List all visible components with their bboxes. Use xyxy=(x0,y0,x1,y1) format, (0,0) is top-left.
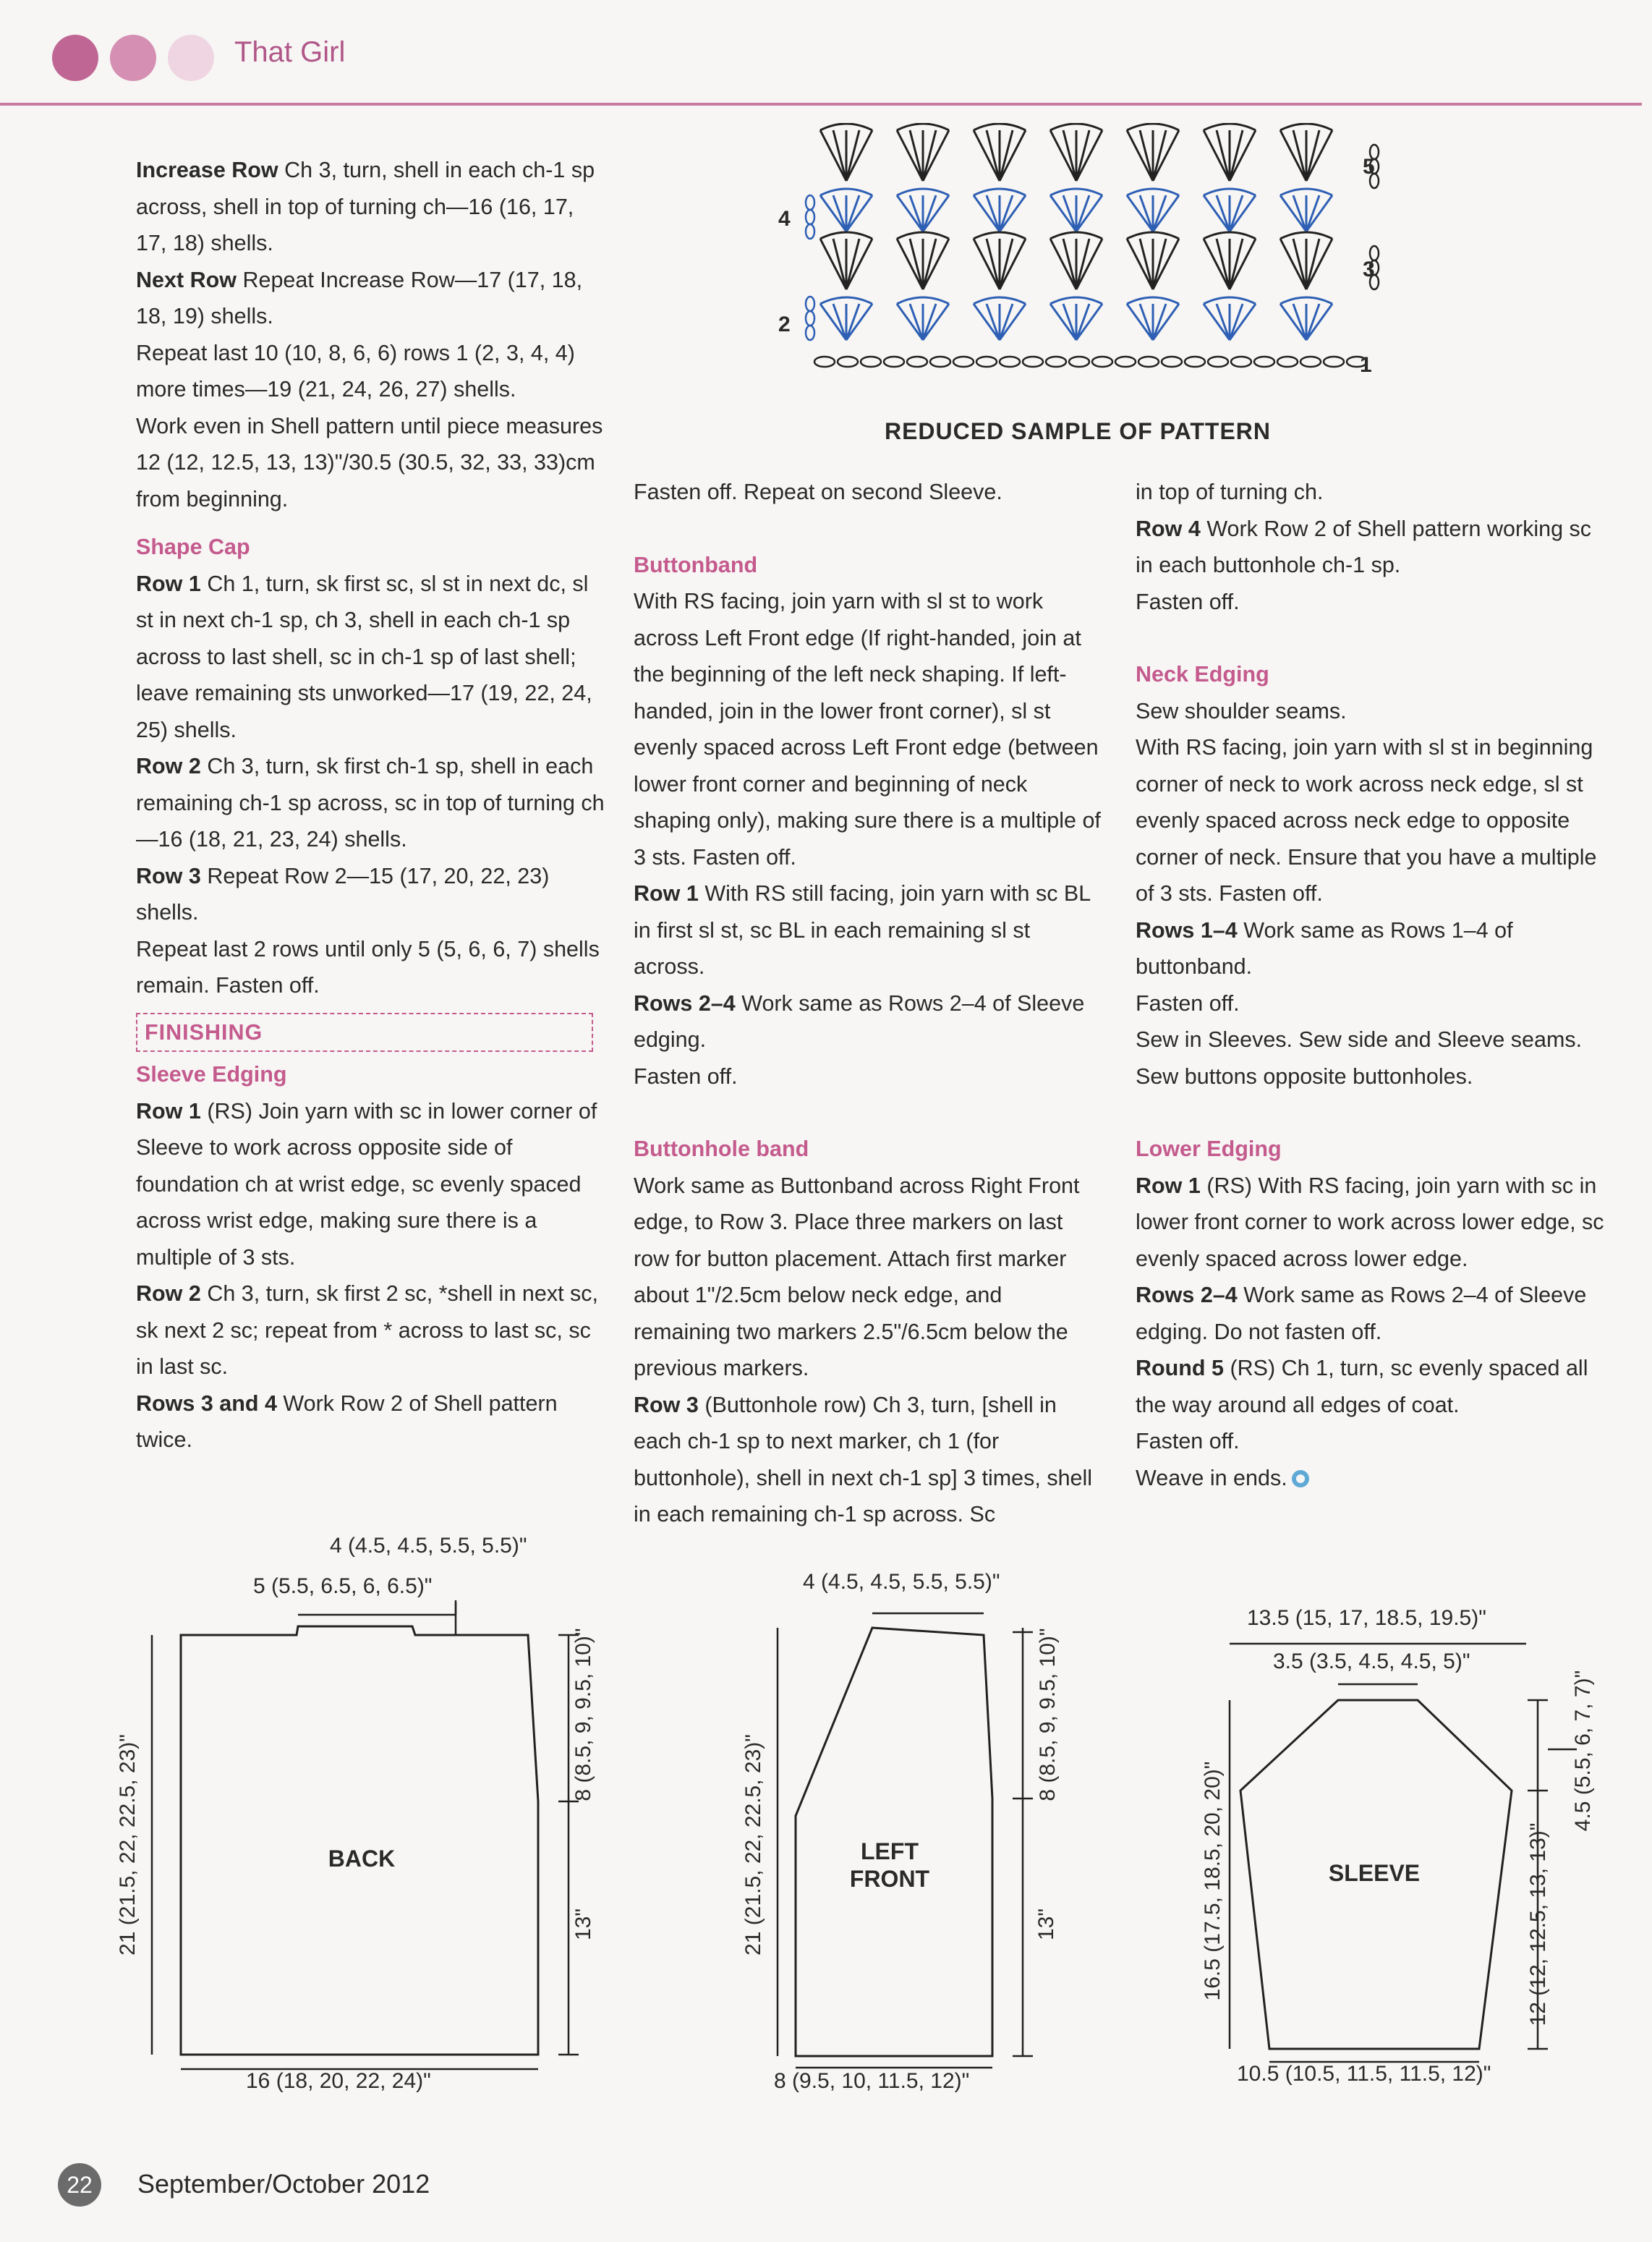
shell-arc xyxy=(1280,232,1332,239)
shell-stitch xyxy=(1063,130,1076,181)
shell-stitch xyxy=(1076,195,1089,232)
chain-stitch xyxy=(930,357,950,367)
shell-arc xyxy=(974,232,1026,239)
paragraph xyxy=(1136,1350,1613,1423)
paragraph xyxy=(634,875,1104,985)
chain-stitch xyxy=(1092,357,1112,367)
shell-stitch xyxy=(1293,195,1306,232)
shell-stitch xyxy=(1076,304,1102,340)
shell-arc xyxy=(1204,189,1256,195)
shell-stitch xyxy=(1153,239,1166,289)
shell-stitch xyxy=(1153,239,1179,289)
chain-stitch xyxy=(907,357,927,367)
shell-stitch xyxy=(1204,239,1230,289)
dot-light xyxy=(168,35,214,81)
back-neck-dim: 5 (5.5, 6.5, 6, 6.5)" xyxy=(253,1574,433,1598)
shell-arc xyxy=(974,189,1026,195)
row-label: Rows 2–4 xyxy=(634,990,736,1016)
shell-arc xyxy=(1280,124,1332,130)
row-text: Weave in ends. xyxy=(1136,1465,1287,1490)
chain-stitch xyxy=(1254,357,1274,367)
chain-stitch xyxy=(1185,357,1205,367)
sleeve-length-dim: 12 (12, 12.5, 13, 13)" xyxy=(1526,1822,1550,2026)
paragraph: Sew shoulder seams. xyxy=(1136,698,1347,723)
paragraph xyxy=(634,1387,1104,1533)
turning-chain xyxy=(806,195,814,210)
row-text: Repeat Row 2—15 (17, 20, 22, 23) shells. xyxy=(136,863,550,925)
shell-stitch xyxy=(1000,304,1026,340)
shell-arc xyxy=(1050,124,1102,130)
row-number-5: 5 xyxy=(1363,155,1375,179)
turning-chain xyxy=(806,311,814,326)
paragraph xyxy=(1136,1277,1613,1350)
shell-stitch xyxy=(846,304,872,340)
shell-stitch xyxy=(923,239,949,289)
row-text: Work same as Rows 2–4 of Sleeve edging. xyxy=(634,990,1085,1052)
shell-arc xyxy=(1204,124,1256,130)
row-label: Increase Row xyxy=(136,158,278,182)
row-text: Work Row 2 of Shell pattern twice. xyxy=(136,1390,558,1452)
back-width-dim: 16 (18, 20, 22, 24)" xyxy=(246,2069,431,2093)
shell-stitch xyxy=(1306,195,1319,232)
paragraph: Fasten off. xyxy=(634,1063,738,1089)
chain-stitch xyxy=(1277,357,1298,367)
front-armhole-dim: 8 (8.5, 9, 9.5, 10)" xyxy=(1036,1628,1060,1801)
row-label: Row 1 xyxy=(1136,1173,1201,1198)
paragraph xyxy=(136,566,606,749)
back-label: BACK xyxy=(328,1846,396,1872)
back-side-dim: 13" xyxy=(571,1908,595,1941)
shell-stitch xyxy=(1050,130,1076,181)
row-label: Row 1 xyxy=(136,1098,201,1124)
shell-stitch xyxy=(1000,304,1013,340)
label-line: LEFT xyxy=(861,1838,919,1864)
row-text: (RS) With RS facing, join yarn with sc in lower front corner to work across lower edge, sc evenly spaced across lower edge. xyxy=(1136,1173,1604,1271)
shell-stitch xyxy=(1230,239,1256,289)
shell-stitch xyxy=(1140,195,1153,232)
shell-arc xyxy=(1280,189,1332,195)
paragraph xyxy=(1136,1168,1613,1278)
shell-stitch xyxy=(1127,130,1153,181)
chain-stitch xyxy=(1069,357,1089,367)
paragraph xyxy=(136,748,606,858)
dot-medium xyxy=(110,35,156,81)
lower-edging-heading: Lower Edging xyxy=(1136,1137,1282,1161)
row-label: Row 1 xyxy=(634,881,699,906)
section-title: That Girl xyxy=(234,36,346,68)
shell-stitch xyxy=(846,239,872,289)
shell-stitch xyxy=(897,130,923,181)
paragraph xyxy=(634,985,1104,1058)
paragraph xyxy=(136,1275,606,1385)
chain-stitch xyxy=(861,357,881,367)
shell-arc xyxy=(897,297,949,304)
stitch-chart-svg xyxy=(781,123,1432,412)
turning-chain xyxy=(806,210,814,224)
spacer xyxy=(634,1095,1104,1131)
header-rule xyxy=(0,103,1642,106)
paragraph: Repeat last 2 rows until only 5 (5, 6, 6, 7) shells remain. Fasten off. xyxy=(136,936,600,998)
shell-stitch xyxy=(897,195,923,232)
shell-stitch xyxy=(820,195,846,232)
paragraph: Repeat last 10 (10, 8, 6, 6) rows 1 (2, 3, 4, 4) more times—19 (21, 24, 26, 27) shells. xyxy=(136,340,575,402)
sleeve-upper-width-dim: 13.5 (15, 17, 18.5, 19.5)" xyxy=(1247,1606,1486,1630)
chain-stitch xyxy=(953,357,974,367)
chain-stitch xyxy=(1115,357,1136,367)
shell-stitch xyxy=(1076,239,1089,289)
shell-arc xyxy=(897,124,949,130)
shell-stitch xyxy=(1050,195,1076,232)
shell-stitch xyxy=(1140,304,1153,340)
paragraph xyxy=(136,262,606,335)
shell-stitch xyxy=(987,195,1000,232)
buttonhole-heading: Buttonhole band xyxy=(634,1137,809,1161)
shell-arc xyxy=(1127,124,1179,130)
paragraph: Fasten off. xyxy=(1136,1429,1240,1453)
shell-arc xyxy=(974,124,1026,130)
shell-stitch xyxy=(923,195,936,232)
shell-stitch xyxy=(1127,195,1153,232)
shell-stitch xyxy=(1230,239,1243,289)
chain-stitch xyxy=(1000,357,1020,367)
shell-stitch xyxy=(820,130,846,181)
shell-stitch xyxy=(1306,195,1332,232)
shell-arc xyxy=(1127,232,1179,239)
row-label: Row 1 xyxy=(136,571,201,596)
chain-stitch xyxy=(1324,357,1344,367)
turning-chain xyxy=(806,297,814,311)
shell-stitch xyxy=(1230,195,1256,232)
row-text: Ch 1, turn, sk first sc, sl st in next dc, sl st in next ch-1 sp, ch 3, shell in each ch-1 sp across to last shell, sc in ch-1 sp of last shell; leave remaining sts unworked—17 (19, 22, 24, 25) shells. xyxy=(136,571,592,742)
row-label: Rows 2–4 xyxy=(1136,1283,1238,1307)
shell-stitch xyxy=(1217,239,1230,289)
paragraph xyxy=(136,1093,606,1276)
chain-stitch xyxy=(1138,357,1159,367)
stitch-chart xyxy=(778,123,1432,456)
row-label: Row 2 xyxy=(136,1281,201,1306)
back-length-dim: 21 (21.5, 22, 22.5, 23)" xyxy=(116,1734,140,1956)
shell-stitch xyxy=(910,130,923,181)
chain-stitch xyxy=(884,357,904,367)
shell-stitch xyxy=(1140,239,1153,289)
chain-stitch xyxy=(1208,357,1228,367)
shell-stitch xyxy=(1306,130,1319,181)
chain-stitch xyxy=(1023,357,1043,367)
shell-stitch xyxy=(846,130,859,181)
paragraph: Fasten off. xyxy=(1136,990,1240,1016)
shell-stitch xyxy=(846,304,859,340)
chart-caption: REDUCED SAMPLE OF PATTERN xyxy=(884,418,1272,444)
shell-stitch xyxy=(846,195,859,232)
shell-stitch xyxy=(1127,304,1153,340)
row-number-1: 1 xyxy=(1360,353,1372,377)
shell-stitch xyxy=(923,195,949,232)
shell-stitch xyxy=(1000,195,1013,232)
row-text: Ch 3, turn, sk first ch-1 sp, shell in each remaining ch-1 sp across, sc in top of turning ch—16 (18, 21, 23, 24) shells. xyxy=(136,754,605,852)
shell-stitch xyxy=(1153,130,1179,181)
row-label: Row 2 xyxy=(136,754,201,778)
column-1 xyxy=(136,152,606,1458)
row-text: Work same as Rows 2–4 of Sleeve edging. Do not fasten off. xyxy=(1136,1283,1587,1344)
sleeve-label: SLEEVE xyxy=(1328,1860,1421,1886)
page-header xyxy=(0,0,1652,109)
front-shoulder-dim: 4 (4.5, 4.5, 5.5, 5.5)" xyxy=(803,1570,1000,1594)
shell-stitch xyxy=(1076,304,1089,340)
shell-stitch xyxy=(1217,130,1230,181)
dot-dark xyxy=(52,35,98,81)
shell-stitch xyxy=(1153,304,1166,340)
shell-stitch xyxy=(1153,304,1179,340)
shell-arc xyxy=(974,297,1026,304)
turning-chain xyxy=(806,326,814,340)
issue-date: September/October 2012 xyxy=(137,2169,430,2199)
column-2 xyxy=(634,474,1104,1533)
shell-stitch xyxy=(1280,239,1306,289)
shell-arc xyxy=(897,189,949,195)
paragraph xyxy=(1136,912,1613,985)
paragraph xyxy=(1136,1460,1613,1497)
paragraph: Fasten off. Repeat on second Sleeve. xyxy=(634,480,1002,504)
shell-arc xyxy=(820,189,872,195)
shell-stitch xyxy=(1280,195,1306,232)
shell-stitch xyxy=(1076,195,1102,232)
spacer xyxy=(1136,620,1613,656)
shell-stitch xyxy=(1000,239,1026,289)
row-text: (RS) Join yarn with sc in lower corner of Sleeve to work across opposite side of foundation ch at wrist edge, sc evenly spaced across wrist edge, making sure there is a multiple of 3 sts. xyxy=(136,1098,597,1270)
shell-stitch xyxy=(1306,304,1332,340)
shell-stitch xyxy=(833,130,846,181)
shell-arc xyxy=(820,297,872,304)
shell-stitch xyxy=(1063,304,1076,340)
shell-arc xyxy=(1050,297,1102,304)
shell-stitch xyxy=(820,304,846,340)
shell-stitch xyxy=(1230,130,1256,181)
turning-chain xyxy=(806,224,814,239)
shell-stitch xyxy=(974,239,1000,289)
shell-stitch xyxy=(1050,304,1076,340)
buttonband-heading: Buttonband xyxy=(634,552,758,577)
page-number: 22 xyxy=(58,2163,101,2207)
shell-stitch xyxy=(1127,239,1153,289)
shell-stitch xyxy=(987,130,1000,181)
front-side-dim: 13" xyxy=(1034,1908,1058,1941)
shell-stitch xyxy=(1204,304,1230,340)
shell-stitch xyxy=(974,130,1000,181)
chain-stitch xyxy=(1046,357,1066,367)
row-number-4: 4 xyxy=(778,207,791,231)
shell-arc xyxy=(820,232,872,239)
back-armhole-dim: 8 (8.5, 9, 9.5, 10)" xyxy=(571,1628,595,1801)
shell-stitch xyxy=(897,304,923,340)
shell-stitch xyxy=(1076,239,1102,289)
shell-stitch xyxy=(1230,130,1243,181)
row-text: (Buttonhole row) Ch 3, turn, [shell in each ch-1 sp to next marker, ch 1 (for buttonhole), shell in next ch-1 sp] 3 times, shell in each remaining ch-1 sp across. Sc xyxy=(634,1392,1093,1526)
shell-stitch xyxy=(1063,195,1076,232)
shell-stitch xyxy=(1306,304,1319,340)
shell-stitch xyxy=(1076,130,1102,181)
shell-stitch xyxy=(1293,239,1306,289)
chain-stitch xyxy=(1300,357,1321,367)
paragraph xyxy=(136,152,606,262)
shell-stitch xyxy=(1230,195,1243,232)
shell-arc xyxy=(1127,297,1179,304)
paragraph xyxy=(136,858,606,931)
sleeve-cap-top-dim: 3.5 (3.5, 4.5, 4.5, 5)" xyxy=(1273,1649,1470,1673)
shell-stitch xyxy=(846,195,872,232)
shell-arc xyxy=(1204,232,1256,239)
shell-stitch xyxy=(1063,239,1076,289)
paragraph xyxy=(136,1385,606,1458)
shell-stitch xyxy=(1204,130,1230,181)
row-number-2: 2 xyxy=(778,313,791,336)
front-width-dim: 8 (9.5, 10, 11.5, 12)" xyxy=(774,2069,970,2093)
shell-stitch xyxy=(1153,195,1179,232)
back-shoulder-dim: 4 (4.5, 4.5, 5.5, 5.5)" xyxy=(330,1534,527,1558)
chain-stitch xyxy=(814,357,835,367)
sleeve-schematic-svg xyxy=(1186,1599,1620,2105)
front-length-dim: 21 (21.5, 22, 22.5, 23)" xyxy=(741,1734,765,1956)
shell-arc xyxy=(1050,189,1102,195)
shell-stitch xyxy=(1204,195,1230,232)
shell-stitch xyxy=(1000,239,1013,289)
chain-stitch xyxy=(976,357,997,367)
row-text: Work same as Rows 1–4 of buttonband. xyxy=(1136,917,1513,979)
shell-arc xyxy=(897,232,949,239)
label-line: FRONT xyxy=(849,1866,930,1892)
row-label: Rows 1–4 xyxy=(1136,917,1238,943)
shell-stitch xyxy=(910,239,923,289)
sleeve-total-length-dim: 16.5 (17.5, 18.5, 20, 20)" xyxy=(1201,1761,1225,2001)
shell-stitch xyxy=(1000,130,1013,181)
shell-stitch xyxy=(820,239,846,289)
row-text: Ch 3, turn, shell in each ch-1 sp across, shell in top of turning ch—16 (16, 17, 17, 18) shells. xyxy=(136,158,595,255)
shell-stitch xyxy=(910,304,923,340)
chain-stitch xyxy=(1162,357,1182,367)
paragraph: Sew buttons opposite buttonholes. xyxy=(1136,1063,1473,1089)
shell-stitch xyxy=(833,239,846,289)
shell-stitch xyxy=(974,195,1000,232)
shell-stitch xyxy=(1140,130,1153,181)
neck-edging-heading: Neck Edging xyxy=(1136,662,1269,687)
paragraph: Sew in Sleeves. Sew side and Sleeve seams. xyxy=(1136,1027,1583,1052)
paragraph: With RS facing, join yarn with sl st to work across Left Front edge (If right-handed, join at the beginning of the left neck shaping. If left-handed, join in the lower front corner), sl st evenly spaced across Left Front edge (between lower front corner and beginning of neck shaping only), making sure there is a multiple of 3 sts. Fasten off. xyxy=(634,589,1101,870)
shell-stitch xyxy=(1293,130,1306,181)
shell-stitch xyxy=(846,239,859,289)
sleeve-wrist-dim: 10.5 (10.5, 11.5, 11.5, 12)" xyxy=(1237,2062,1491,2086)
sleeve-cap-height-dim: 4.5 (5.5, 6, 7, 7)" xyxy=(1571,1670,1595,1832)
shape-cap-heading: Shape Cap xyxy=(136,535,250,559)
row-label: Row 3 xyxy=(634,1392,699,1417)
sleeve-edging-heading: Sleeve Edging xyxy=(136,1062,287,1087)
shell-stitch xyxy=(923,239,936,289)
row-text: Ch 3, turn, sk first 2 sc, *shell in next sc, sk next 2 sc; repeat from * across to last sc, sc in last sc. xyxy=(136,1281,599,1379)
shell-stitch xyxy=(897,239,923,289)
shell-stitch xyxy=(1050,239,1076,289)
row-label: Next Row xyxy=(136,267,237,292)
chain-stitch xyxy=(838,357,858,367)
shell-stitch xyxy=(987,239,1000,289)
row-text: (RS) Ch 1, turn, sc evenly spaced all the way around all edges of coat. xyxy=(1136,1356,1588,1417)
row-label: Row 4 xyxy=(1136,516,1201,541)
shell-stitch xyxy=(1280,130,1306,181)
shell-stitch xyxy=(1293,304,1306,340)
shell-arc xyxy=(820,124,872,130)
paragraph: Work same as Buttonband across Right Front edge, to Row 3. Place three markers on last row for button placement. Attach first marker about 1"/2.5cm below neck edge, and remaining two markers 2.5"/6.5cm below the previous markers. xyxy=(634,1173,1080,1380)
shell-stitch xyxy=(1000,130,1026,181)
shell-stitch xyxy=(923,304,936,340)
shell-stitch xyxy=(833,304,846,340)
shell-stitch xyxy=(974,304,1000,340)
shell-stitch xyxy=(1217,195,1230,232)
paragraph: in top of turning ch. xyxy=(1136,480,1324,504)
shell-arc xyxy=(1204,297,1256,304)
shell-stitch xyxy=(1000,195,1026,232)
row-text: Repeat Increase Row—17 (17, 18, 18, 19) shells. xyxy=(136,267,583,328)
shell-stitch xyxy=(1306,239,1319,289)
left-front-label xyxy=(817,1838,962,1893)
row-number-3: 3 xyxy=(1363,258,1375,281)
shell-stitch xyxy=(1306,130,1332,181)
end-mark-icon xyxy=(1292,1470,1309,1487)
spacer xyxy=(1136,1095,1613,1131)
shell-stitch xyxy=(923,130,949,181)
shell-stitch xyxy=(1230,304,1243,340)
shell-stitch xyxy=(1217,304,1230,340)
back-schematic-svg xyxy=(137,1534,586,2105)
back-schematic xyxy=(116,1534,595,2105)
shell-arc xyxy=(1127,189,1179,195)
spacer xyxy=(634,511,1104,547)
shell-arc xyxy=(1050,232,1102,239)
shell-stitch xyxy=(1076,130,1089,181)
paragraph: Work even in Shell pattern until piece measures 12 (12, 12.5, 13, 13)"/30.5 (30.5, 32, 33, 33)cm from beginning. xyxy=(136,413,603,511)
chain-stitch xyxy=(1231,357,1251,367)
shell-stitch xyxy=(923,304,949,340)
shell-stitch xyxy=(1153,130,1166,181)
sleeve-schematic xyxy=(1186,1599,1620,2105)
shell-stitch xyxy=(833,195,846,232)
shell-stitch xyxy=(987,304,1000,340)
finishing-heading: FINISHING xyxy=(136,1013,593,1053)
row-label: Rows 3 and 4 xyxy=(136,1390,277,1416)
left-front-schematic xyxy=(738,1570,1060,2105)
shell-stitch xyxy=(910,195,923,232)
shell-stitch xyxy=(1306,239,1332,289)
paragraph xyxy=(1136,511,1613,584)
shell-arc xyxy=(1280,297,1332,304)
shell-stitch xyxy=(1153,195,1166,232)
row-text: Work Row 2 of Shell pattern working sc in each buttonhole ch-1 sp. xyxy=(1136,516,1592,577)
shell-stitch xyxy=(923,130,936,181)
shell-stitch xyxy=(846,130,872,181)
row-label: Row 3 xyxy=(136,863,201,888)
shell-stitch xyxy=(1230,304,1256,340)
paragraph: Fasten off. xyxy=(1136,589,1240,614)
row-text: With RS still facing, join yarn with sc BL in first sl st, sc BL in each remaining sl st across. xyxy=(634,881,1091,979)
back-outline xyxy=(181,1626,538,2055)
row-label: Round 5 xyxy=(1136,1356,1224,1380)
shell-stitch xyxy=(1280,304,1306,340)
paragraph: With RS facing, join yarn with sl st in beginning corner of neck to work across neck edge, sl st evenly spaced across neck edge to opposite corner of neck. Ensure that you have a multiple of 3 sts. Fasten off. xyxy=(1136,735,1597,906)
column-3 xyxy=(1136,474,1613,1496)
